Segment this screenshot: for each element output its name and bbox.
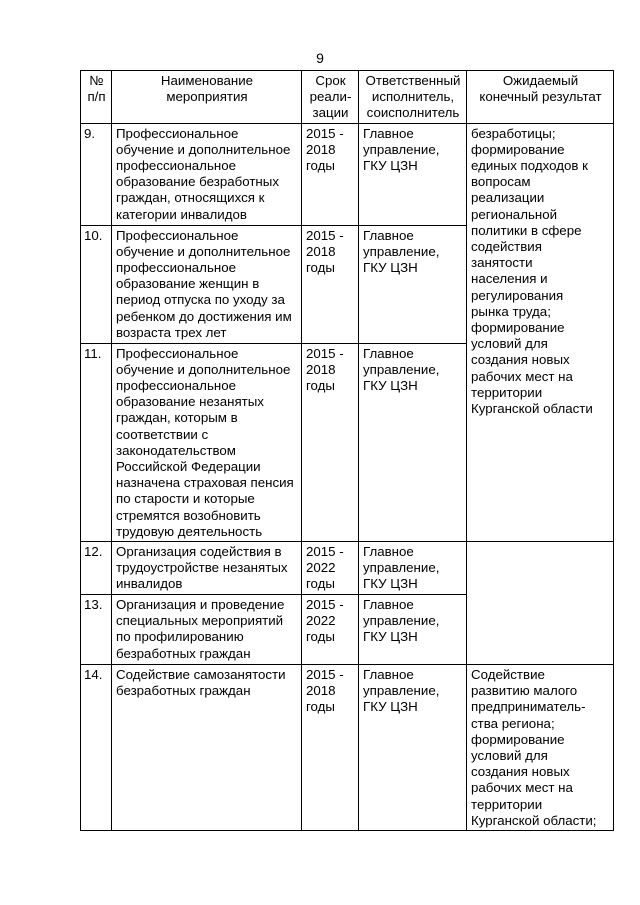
header-name: Наименование мероприятия: [112, 71, 302, 124]
header-term: Срок реали- зации: [302, 71, 359, 124]
header-num: № п/п: [81, 71, 112, 124]
row-number: 9.: [81, 123, 112, 225]
measure-term: 2015 - 2022 годы: [302, 542, 359, 595]
measure-term: 2015 - 2018 годы: [302, 123, 359, 225]
measure-responsible: Главное управление, ГКУ ЦЗН: [359, 225, 467, 343]
measure-term: 2015 - 2018 годы: [302, 225, 359, 343]
expected-result: безработицы; формирование единых подходов к вопросам реализации региональной политики в сфере содействия занятости населения и регулирования рынка труда; формирование условий для создания новых рабочих мест на территории Курганской области: [467, 123, 614, 541]
table-row: [81, 123, 614, 225]
measures-table: [80, 70, 614, 831]
measure-name: Профессиональное обучение и дополнительное профессиональное образование незанятых граждан, которым в соответствии с законодательством Российской Федерации назначена страховая пенсия по старости и которые стремятся возобновить трудовую деятельность: [112, 343, 302, 541]
measure-responsible: Главное управление, ГКУ ЦЗН: [359, 542, 467, 595]
measure-name: Организация и проведение специальных мероприятий по профилированию безработных граждан: [112, 595, 302, 665]
measure-term: 2015 - 2018 годы: [302, 665, 359, 831]
page-number: 9: [316, 50, 324, 66]
row-number: 12.: [81, 542, 112, 595]
row-number: 13.: [81, 595, 112, 665]
table-row: [81, 665, 614, 831]
measure-term: 2015 - 2022 годы: [302, 595, 359, 665]
expected-result-empty: [467, 542, 614, 665]
table-row: [81, 542, 614, 595]
measure-responsible: Главное управление, ГКУ ЦЗН: [359, 665, 467, 831]
expected-result: Содействие развитию малого предприниматель- ства региона; формирование условий для создания новых рабочих мест на территории Курганской области;: [467, 665, 614, 831]
row-number: 14.: [81, 665, 112, 831]
header-result: Ожидаемый конечный результат: [467, 71, 614, 124]
measure-term: 2015 - 2018 годы: [302, 343, 359, 541]
measure-name: Организация содействия в трудоустройстве незанятых инвалидов: [112, 542, 302, 595]
measure-responsible: Главное управление, ГКУ ЦЗН: [359, 343, 467, 541]
measure-responsible: Главное управление, ГКУ ЦЗН: [359, 123, 467, 225]
header-responsible: Ответственный исполнитель, соисполнитель: [359, 71, 467, 124]
row-number: 10.: [81, 225, 112, 343]
measure-responsible: Главное управление, ГКУ ЦЗН: [359, 595, 467, 665]
measure-name: Профессиональное обучение и дополнительное профессиональное образование безработных граждан, относящихся к категории инвалидов: [112, 123, 302, 225]
measure-name: Профессиональное обучение и дополнительное профессиональное образование женщин в период отпуска по уходу за ребенком до достижения им возраста трех лет: [112, 225, 302, 343]
measure-name: Содействие самозанятости безработных граждан: [112, 665, 302, 831]
row-number: 11.: [81, 343, 112, 541]
table-header-row: [81, 71, 614, 124]
